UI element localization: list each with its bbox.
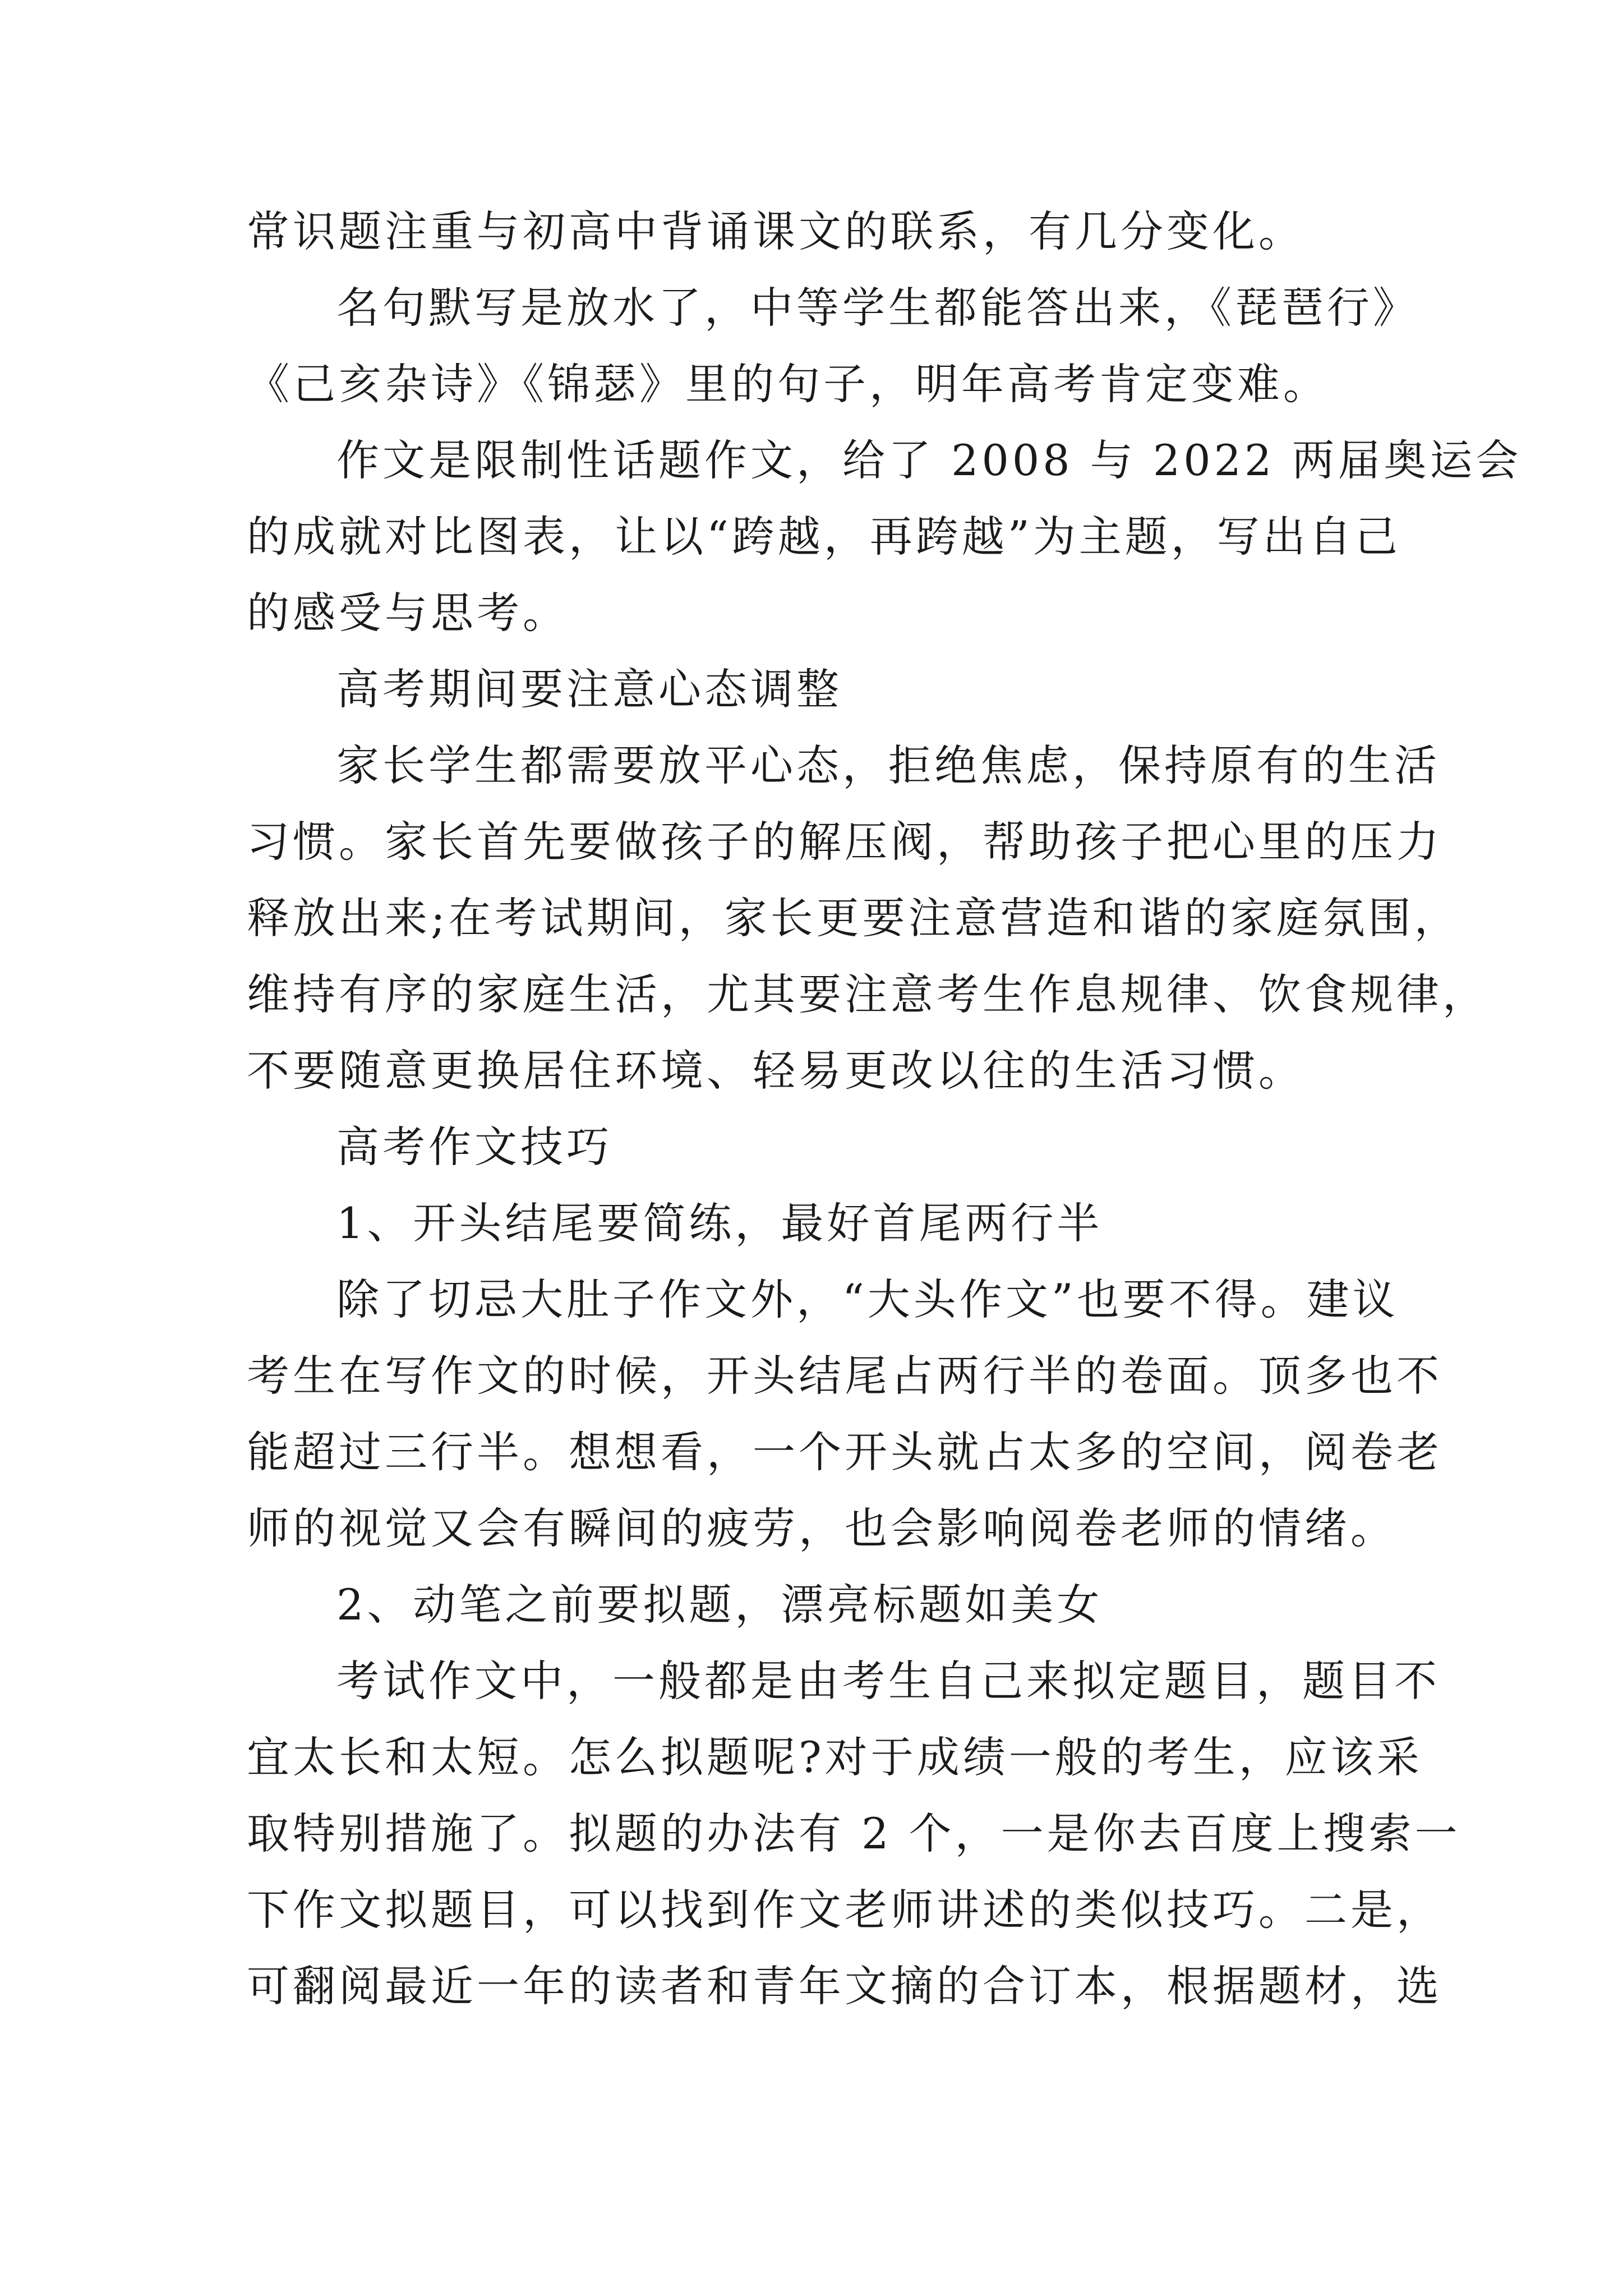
text-line: 除了切忌大肚子作文外，“大头作文”也要不得。建议 xyxy=(336,1274,1399,1324)
text-line: 习惯。家长首先要做孩子的解压阀，帮助孩子把心里的压力 xyxy=(247,817,1442,867)
text-line: 可翻阅最近一年的读者和青年文摘的合订本，根据题材，选 xyxy=(247,1961,1442,2011)
text-line: 能超过三行半。想想看，一个开头就占太多的空间，阅卷老 xyxy=(247,1427,1442,1477)
subsection-heading: 2、动笔之前要拟题，漂亮标题如美女 xyxy=(336,1580,1103,1630)
text-line: 宜太长和太短。怎么拟题呢?对于成绩一般的考生，应该采 xyxy=(247,1732,1423,1782)
section-heading: 高考期间要注意心态调整 xyxy=(336,664,842,714)
subsection-heading: 1、开头结尾要简练，最好首尾两行半 xyxy=(336,1198,1103,1248)
text-line: 考试作文中，一般都是由考生自己来拟定题目，题目不 xyxy=(336,1656,1440,1706)
text-line: 名句默写是放水了，中等学生都能答出来，《琵琶行》 xyxy=(336,283,1419,333)
text-line: 的感受与思考。 xyxy=(247,588,569,638)
text-line: 维持有序的家庭生活，尤其要注意考生作息规律、饮食规律， xyxy=(247,969,1488,1019)
text-line: 常识题注重与初高中背诵课文的联系，有几分变化。 xyxy=(247,206,1304,256)
text-line: 释放出来;在考试期间，家长更要注意营造和谐的家庭氛围， xyxy=(247,893,1460,943)
text-line: 作文是限制性话题作文，给了 2008 与 2022 两届奥运会 xyxy=(336,435,1522,485)
text-line: 不要随意更换居住环境、轻易更改以往的生活习惯。 xyxy=(247,1046,1304,1096)
text-line: 的成就对比图表，让以“跨越，再跨越”为主题，写出自己 xyxy=(247,512,1401,562)
document-body xyxy=(247,194,1522,2024)
text-line: 师的视觉又会有瞬间的疲劳，也会影响阅卷老师的情绪。 xyxy=(247,1503,1396,1553)
text-line: 下作文拟题目，可以找到作文老师讲述的类似技巧。二是， xyxy=(247,1885,1442,1935)
section-heading: 高考作文技巧 xyxy=(336,1122,612,1172)
text-line: 取特别措施了。拟题的办法有 2 个，一是你去百度上搜索一 xyxy=(247,1809,1461,1858)
text-line: 《己亥杂诗》《锦瑟》里的句子，明年高考肯定变难。 xyxy=(247,359,1329,409)
text-line: 家长学生都需要放平心态，拒绝焦虑，保持原有的生活 xyxy=(336,740,1440,790)
text-line: 考生在写作文的时候，开头结尾占两行半的卷面。顶多也不 xyxy=(247,1351,1442,1401)
